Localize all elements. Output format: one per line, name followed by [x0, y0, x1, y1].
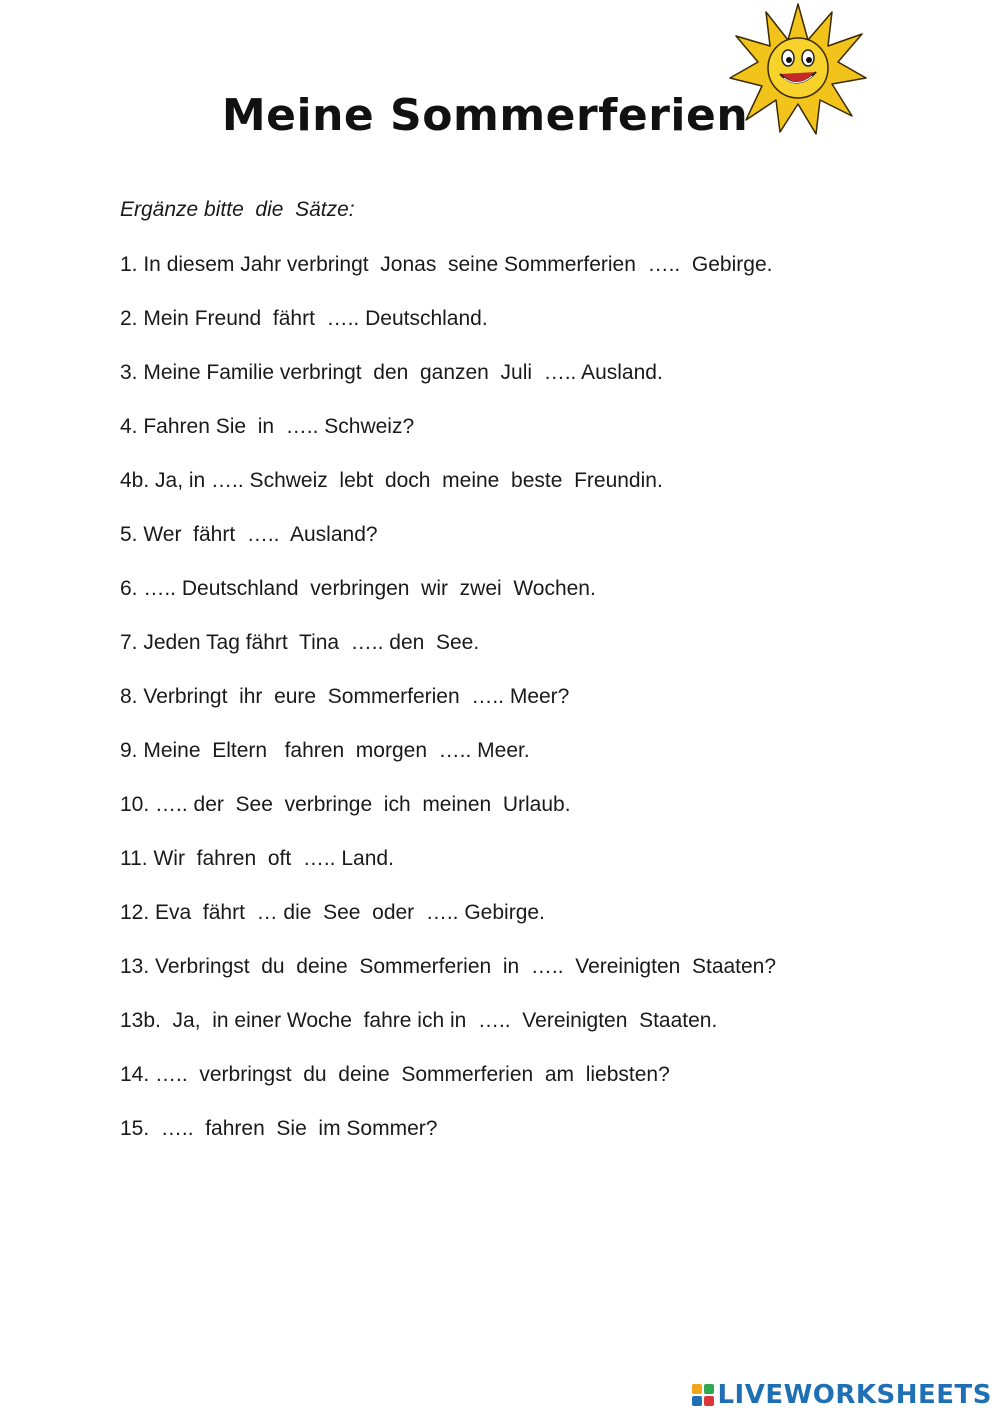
liveworksheets-logo-icon [691, 1383, 715, 1407]
sentence-item: 4b. Ja, in ….. Schweiz lebt doch meine beste Freundin. [120, 469, 663, 492]
worksheet-title: Meine Sommerferien [221, 90, 749, 141]
sentence-item: 3. Meine Familie verbringt den ganzen Juli ….. Ausland. [120, 361, 663, 384]
sentence-item: 4. Fahren Sie in ….. Schweiz? [120, 415, 415, 438]
liveworksheets-logo[interactable] [691, 1381, 992, 1409]
smiling-sun-icon [728, 0, 868, 140]
instruction-text: Ergänze bitte die Sätze: [120, 198, 355, 221]
sentence-item: 5. Wer fährt ….. Ausland? [120, 523, 378, 546]
sentence-item: 13b. Ja, in einer Woche fahre ich in ….. Vereinigten Staaten. [120, 1009, 718, 1032]
sentence-list [120, 252, 776, 1170]
sentence-item: 6. ….. Deutschland verbringen wir zwei Wochen. [120, 577, 596, 600]
sentence-item: 10. ….. der See verbringe ich meinen Urlaub. [120, 793, 571, 816]
sentence-item: 11. Wir fahren oft ….. Land. [120, 847, 394, 870]
sentence-item: 13. Verbringst du deine Sommerferien in ….. Vereinigten Staaten? [120, 955, 777, 978]
sentence-item: 7. Jeden Tag fährt Tina ….. den See. [120, 631, 480, 654]
sentence-item: 1. In diesem Jahr verbringt Jonas seine Sommerferien ….. Gebirge. [120, 253, 773, 276]
sentence-item: 9. Meine Eltern fahren morgen ….. Meer. [120, 739, 530, 762]
sentence-item: 8. Verbringt ihr eure Sommerferien ….. Meer? [120, 685, 570, 708]
sentence-item: 12. Eva fährt … die See oder ….. Gebirge. [120, 901, 545, 924]
sentence-item: 15. ….. fahren Sie im Sommer? [120, 1117, 438, 1140]
logo-text: LIVEWORKSHEETS [717, 1380, 992, 1410]
sentence-item: 14. ….. verbringst du deine Sommerferien am liebsten? [120, 1063, 670, 1086]
sentence-item: 2. Mein Freund fährt ….. Deutschland. [120, 307, 488, 330]
